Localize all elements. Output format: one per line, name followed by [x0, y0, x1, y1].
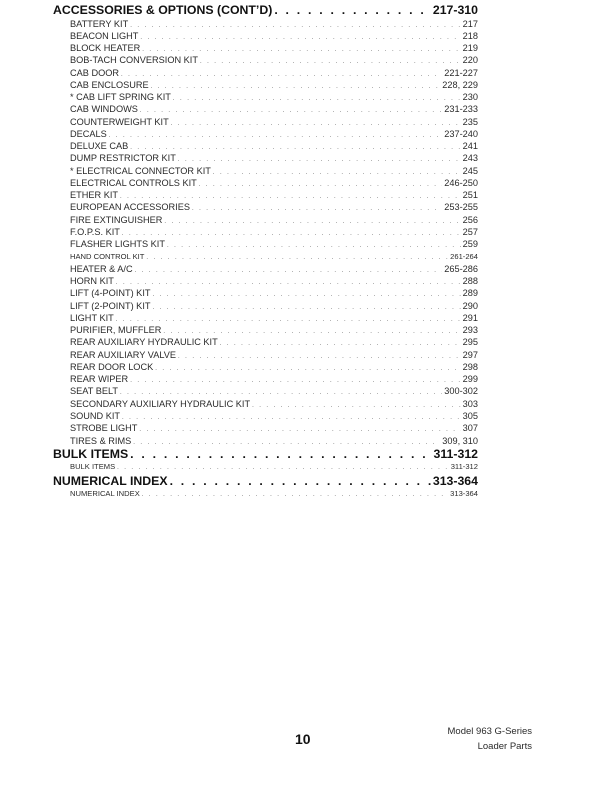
item-page-range: 241 — [462, 141, 478, 152]
item-title: CAB WINDOWS — [70, 104, 138, 115]
item-title: HEATER & A/C — [70, 263, 133, 274]
item-title: ETHER KIT — [70, 190, 118, 201]
page-number: 10 — [295, 731, 311, 747]
item-title: HAND CONTROL KIT — [70, 251, 145, 261]
dot-leader — [220, 338, 461, 348]
item-title: LIGHT KIT — [70, 312, 114, 323]
item-page-range: 311-312 — [450, 462, 478, 472]
item-page-range: 217 — [462, 18, 478, 29]
item-title: FLASHER LIGHTS KIT — [70, 239, 165, 250]
item-page-range: 307 — [462, 423, 478, 434]
toc-item-entry[interactable] — [53, 201, 478, 213]
item-title: DUMP RESTRICTOR KIT — [70, 153, 176, 164]
toc-item-entry[interactable] — [53, 361, 478, 373]
dot-leader — [164, 216, 460, 226]
item-title: FIRE EXTINGUISHER — [70, 214, 163, 225]
dot-leader — [171, 118, 461, 128]
toc-item-entry[interactable] — [53, 373, 478, 385]
section-title: BULK ITEMS — [53, 446, 129, 461]
item-title: STROBE LIGHT — [70, 423, 138, 434]
toc-item-entry[interactable] — [53, 91, 478, 103]
toc-item-entry[interactable] — [53, 312, 478, 324]
dot-leader — [152, 289, 460, 299]
dot-leader — [116, 314, 461, 324]
item-page-range: 293 — [462, 325, 478, 336]
model-line: Model 963 G-Series — [447, 726, 532, 737]
item-title: F.O.P.S. KIT — [70, 227, 120, 238]
dot-leader — [178, 154, 461, 164]
toc-item-entry[interactable] — [53, 251, 478, 263]
item-page-range: 289 — [462, 288, 478, 299]
dot-leader — [139, 424, 460, 434]
toc-item-entry[interactable] — [53, 18, 478, 30]
toc-section-entry[interactable] — [53, 474, 478, 489]
item-title: PURIFIER, MUFFLER — [70, 325, 162, 336]
toc-item-entry[interactable] — [53, 54, 478, 66]
item-page-range: 309, 310 — [442, 435, 478, 446]
toc-item-entry[interactable] — [53, 67, 478, 79]
toc-item-entry[interactable] — [53, 226, 478, 238]
toc-section-entry[interactable] — [53, 3, 478, 18]
dot-leader — [109, 130, 443, 140]
dot-leader — [213, 167, 461, 177]
item-page-range: 265-286 — [444, 263, 478, 274]
dot-leader — [130, 375, 460, 385]
item-title: COUNTERWEIGHT KIT — [70, 116, 169, 127]
item-page-range: 261-264 — [450, 251, 478, 261]
toc-item-entry[interactable] — [53, 140, 478, 152]
item-title: LIFT (4-POINT) KIT — [70, 288, 151, 299]
toc-item-entry[interactable] — [53, 287, 478, 299]
toc-section-entry[interactable] — [53, 447, 478, 462]
toc-item-entry[interactable] — [53, 300, 478, 312]
dot-leader — [121, 69, 442, 79]
dot-leader — [274, 3, 431, 18]
item-page-range: 253-255 — [444, 202, 478, 213]
item-title: DELUXE CAB — [70, 141, 129, 152]
item-page-range: 218 — [462, 30, 478, 41]
document-subtitle: Loader Parts — [477, 741, 532, 752]
section-page-range: 313-364 — [432, 473, 478, 488]
dot-leader — [130, 20, 460, 30]
item-page-range: 259 — [462, 239, 478, 250]
toc-item-entry[interactable] — [53, 385, 478, 397]
toc-item-entry[interactable] — [53, 116, 478, 128]
item-page-range: 237-240 — [444, 128, 478, 139]
item-title: BEACON LIGHT — [70, 30, 139, 41]
section-title: NUMERICAL INDEX — [53, 473, 168, 488]
dot-leader — [135, 265, 443, 275]
item-page-range: 299 — [462, 374, 478, 385]
item-page-range: 245 — [462, 165, 478, 176]
item-title: BULK ITEMS — [70, 462, 116, 472]
item-title: ELECTRICAL CONTROLS KIT — [70, 177, 197, 188]
table-of-contents — [53, 3, 478, 500]
item-title: BOB-TACH CONVERSION KIT — [70, 55, 198, 66]
model-info — [448, 724, 532, 754]
item-page-range: 231-233 — [444, 104, 478, 115]
item-page-range: 246-250 — [444, 177, 478, 188]
toc-item-entry[interactable] — [53, 30, 478, 42]
item-page-range: 298 — [462, 361, 478, 372]
toc-item-entry[interactable] — [53, 103, 478, 115]
item-page-range: 295 — [462, 337, 478, 348]
item-page-range: 221-227 — [444, 67, 478, 78]
toc-item-entry[interactable] — [53, 42, 478, 54]
item-title: SOUND KIT — [70, 411, 121, 421]
item-page-range: 228, 229 — [442, 79, 478, 90]
item-page-range: 219 — [462, 43, 478, 54]
toc-item-entry[interactable] — [53, 79, 478, 91]
item-page-range: 290 — [462, 300, 478, 311]
item-page-range: 251 — [462, 190, 478, 201]
dot-leader — [142, 489, 448, 500]
item-title: REAR DOOR LOCK — [70, 361, 154, 372]
dot-leader — [146, 252, 448, 263]
item-page-range: 291 — [462, 312, 478, 323]
toc-item-entry[interactable] — [53, 275, 478, 287]
toc-item-entry[interactable] — [53, 324, 478, 336]
dot-leader — [252, 400, 461, 410]
dot-leader — [120, 387, 442, 397]
toc-item-entry[interactable] — [53, 128, 478, 140]
item-title: REAR AUXILIARY HYDRAULIC KIT — [70, 337, 218, 348]
item-title: CAB ENCLOSURE — [70, 79, 149, 90]
item-title: REAR WIPER — [70, 374, 129, 385]
toc-item-entry[interactable] — [53, 165, 478, 177]
item-page-range: 313-364 — [450, 489, 478, 499]
dot-leader — [178, 351, 461, 361]
dot-leader — [122, 228, 461, 238]
dot-leader — [192, 203, 442, 213]
item-page-range: 230 — [462, 92, 478, 103]
section-page-range: 311-312 — [433, 446, 478, 461]
toc-item-entry[interactable] — [53, 422, 478, 434]
item-title: SECONDARY AUXILIARY HYDRAULIC KIT — [70, 398, 251, 409]
dot-leader — [117, 462, 449, 473]
toc-item-entry[interactable] — [53, 189, 478, 201]
dot-leader — [199, 179, 443, 189]
item-page-range: 303 — [462, 398, 478, 409]
dot-leader — [155, 363, 460, 373]
item-title: NUMERICAL INDEX — [70, 489, 140, 499]
item-page-range: 235 — [462, 116, 478, 127]
dot-leader — [130, 447, 431, 462]
toc-item-entry[interactable] — [53, 398, 478, 410]
dot-leader — [142, 44, 460, 54]
item-title: EUROPEAN ACCESSORIES — [70, 202, 190, 213]
item-title: * CAB LIFT SPRING KIT — [70, 92, 171, 103]
item-title: TIRES & RIMS — [70, 435, 132, 446]
toc-item-entry[interactable] — [53, 461, 478, 473]
toc-item-entry[interactable] — [53, 435, 478, 447]
dot-leader — [170, 474, 431, 489]
dot-leader — [140, 105, 442, 115]
dot-leader — [200, 56, 461, 66]
item-page-range: 243 — [462, 153, 478, 164]
item-title: * ELECTRICAL CONNECTOR KIT — [70, 165, 211, 176]
item-page-range: 220 — [462, 55, 478, 66]
toc-item-entry[interactable] — [53, 238, 478, 250]
dot-leader — [130, 142, 460, 152]
dot-leader — [163, 326, 460, 336]
dot-leader — [167, 240, 461, 250]
item-page-range: 297 — [462, 349, 478, 360]
item-title: SEAT BELT — [70, 386, 118, 397]
dot-leader — [120, 191, 461, 201]
toc-item-entry[interactable] — [53, 410, 478, 422]
dot-leader — [151, 81, 441, 91]
item-title: LIFT (2-POINT) KIT — [70, 300, 151, 311]
item-title: REAR AUXILIARY VALVE — [70, 349, 177, 360]
dot-leader — [116, 277, 461, 287]
dot-leader — [152, 302, 460, 312]
item-title: CAB DOOR — [70, 67, 120, 78]
dot-leader — [122, 412, 461, 422]
toc-item-entry[interactable] — [53, 488, 478, 500]
dot-leader — [140, 32, 460, 42]
dot-leader — [173, 93, 461, 103]
item-page-range: 305 — [462, 411, 478, 421]
item-page-range: 257 — [462, 227, 478, 238]
item-page-range: 288 — [462, 276, 478, 287]
item-page-range: 300-302 — [444, 386, 478, 397]
item-title: DECALS — [70, 128, 107, 139]
item-page-range: 256 — [462, 214, 478, 225]
toc-item-entry[interactable] — [53, 214, 478, 226]
item-title: BATTERY KIT — [70, 18, 129, 29]
item-title: HORN KIT — [70, 276, 114, 287]
dot-leader — [133, 437, 440, 447]
toc-item-entry[interactable] — [53, 263, 478, 275]
toc-item-entry[interactable] — [53, 336, 478, 348]
section-title: ACCESSORIES & OPTIONS (CONT’D) — [53, 3, 273, 17]
item-title: BLOCK HEATER — [70, 43, 141, 54]
toc-item-entry[interactable] — [53, 349, 478, 361]
toc-item-entry[interactable] — [53, 152, 478, 164]
toc-item-entry[interactable] — [53, 177, 478, 189]
section-page-range: 217-310 — [432, 3, 478, 17]
